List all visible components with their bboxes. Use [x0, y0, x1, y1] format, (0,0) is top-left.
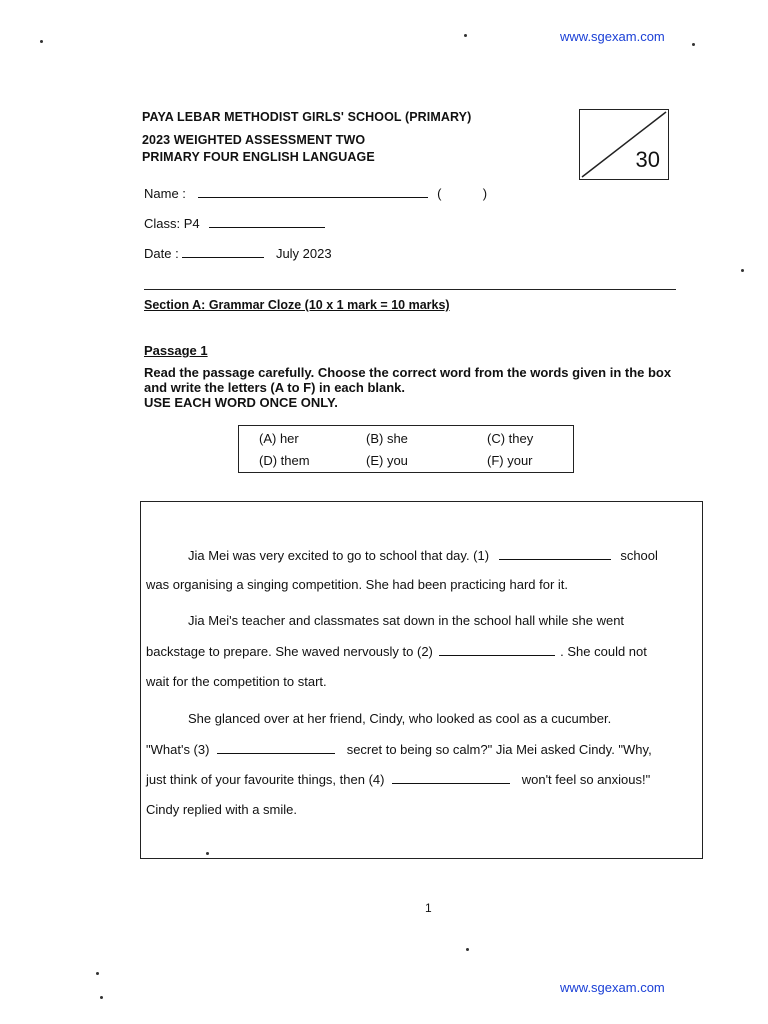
date-field	[144, 245, 332, 261]
watermark-url-top[interactable]: www.sgexam.com	[560, 29, 665, 44]
passage-line: Jia Mei was very excited to go to school that day. (1) school	[188, 548, 658, 563]
scan-speck	[100, 996, 103, 999]
scan-speck	[692, 43, 695, 46]
school-name: PAYA LEBAR METHODIST GIRLS' SCHOOL (PRIMARY)	[142, 110, 472, 124]
passage-title: Passage 1	[144, 343, 208, 358]
word-option: (C) they	[487, 431, 534, 446]
passage-line: backstage to prepare. She waved nervously to (2) . She could not	[146, 644, 647, 659]
watermark-url-bottom[interactable]: www.sgexam.com	[560, 980, 665, 995]
date-value: July 2023	[275, 246, 332, 261]
section-title: Section A: Grammar Cloze (10 x 1 mark = 10 marks)	[144, 298, 450, 312]
subject-title: PRIMARY FOUR ENGLISH LANGUAGE	[142, 150, 375, 164]
answer-blank-2[interactable]	[439, 643, 555, 656]
assessment-title: 2023 WEIGHTED ASSESSMENT TWO	[142, 133, 366, 147]
name-blank[interactable]	[198, 185, 428, 198]
passage-line: Cindy replied with a smile.	[146, 802, 298, 817]
answer-blank-3[interactable]	[217, 741, 335, 754]
name-label: Name :	[144, 186, 186, 201]
class-field	[144, 215, 325, 231]
instruction-line: USE EACH WORD ONCE ONLY.	[144, 395, 338, 410]
score-box	[579, 109, 669, 180]
name-field	[144, 185, 487, 201]
class-label: Class: P4	[144, 216, 200, 231]
word-option: (F) your	[487, 453, 533, 468]
index-open: (	[437, 186, 442, 201]
index-close: )	[482, 186, 488, 201]
answer-blank-1[interactable]	[499, 547, 611, 560]
passage-line: "What's (3) secret to being so calm?" Jia Mei asked Cindy. "Why,	[146, 742, 652, 757]
scan-speck	[464, 34, 467, 37]
passage-line: Jia Mei's teacher and classmates sat down in the school hall while she went	[188, 613, 625, 628]
scan-speck	[96, 972, 99, 975]
word-options-box	[238, 425, 574, 473]
word-option: (A) her	[259, 431, 299, 446]
word-option: (D) them	[259, 453, 310, 468]
instruction-line: and write the letters (A to F) in each blank.	[144, 380, 406, 395]
date-blank[interactable]	[182, 245, 264, 258]
passage-box	[140, 501, 703, 859]
answer-blank-4[interactable]	[392, 771, 510, 784]
passage-line: just think of your favourite things, then (4) won't feel so anxious!"	[146, 772, 651, 787]
date-label: Date :	[144, 246, 179, 261]
scan-speck	[741, 269, 744, 272]
header-divider	[144, 289, 676, 290]
instructions	[144, 365, 724, 410]
page-number: 1	[425, 901, 432, 915]
passage-line: wait for the competition to start.	[146, 674, 327, 689]
word-option: (B) she	[366, 431, 408, 446]
passage-line: was organising a singing competition. She had been practicing hard for it.	[146, 577, 569, 592]
score-total: 30	[635, 147, 660, 172]
scan-speck	[40, 40, 43, 43]
passage-line: She glanced over at her friend, Cindy, who looked as cool as a cucumber.	[188, 711, 612, 726]
word-option: (E) you	[366, 453, 408, 468]
scan-speck	[466, 948, 469, 951]
class-blank[interactable]	[209, 215, 325, 228]
instruction-line: Read the passage carefully. Choose the correct word from the words given in the box	[144, 365, 672, 380]
